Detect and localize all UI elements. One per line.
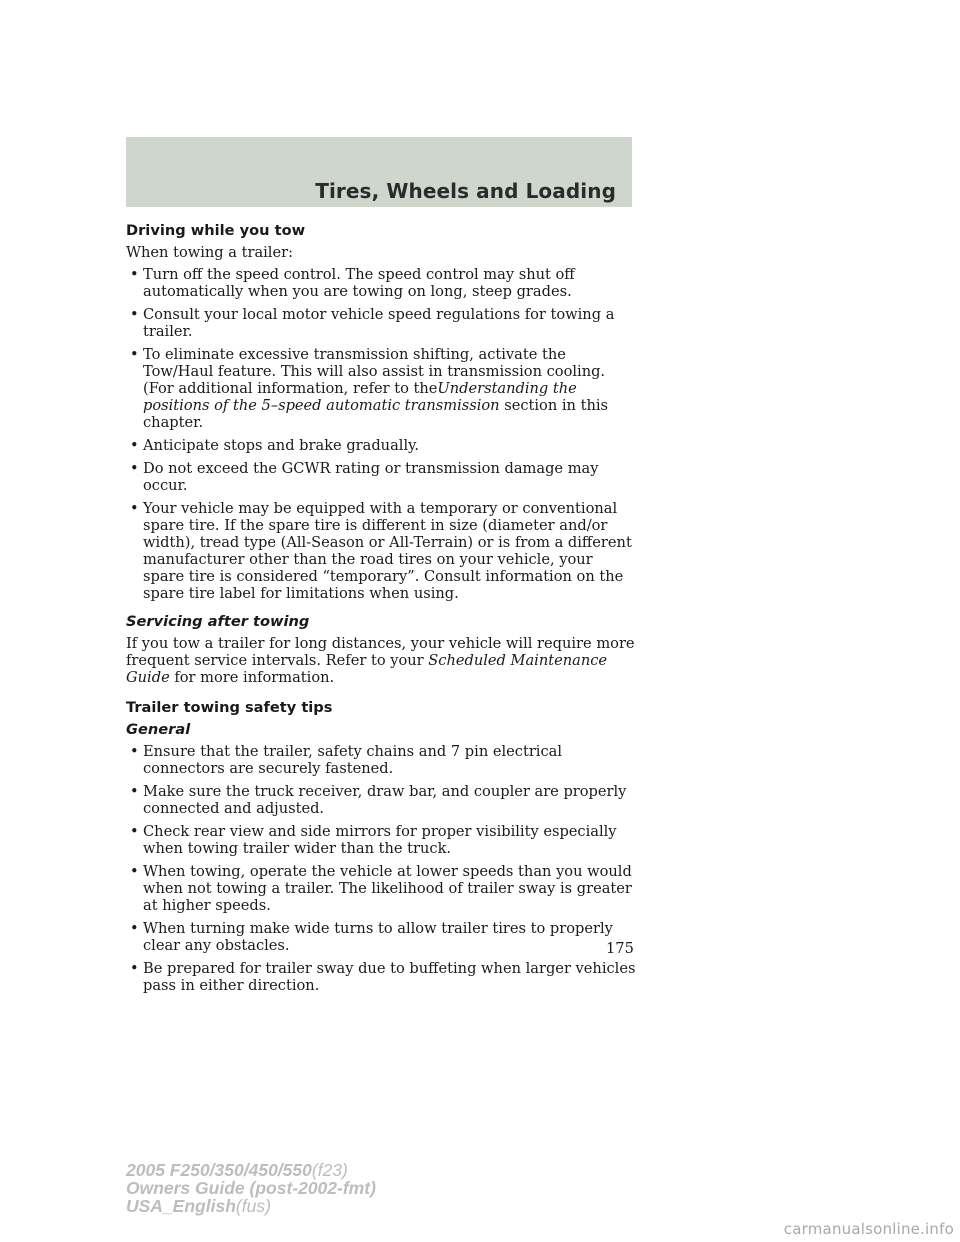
footer-line-language: USA_English(fus) — [126, 1196, 271, 1216]
servicing-paragraph: If you tow a trailer for long distances, your vehicle will require more frequent service intervals. Refer to your Scheduled Maintenance Guide for more information. — [126, 635, 635, 686]
footer-line-guide: Owners Guide (post-2002-fmt) — [126, 1178, 376, 1198]
section-title: Tires, Wheels and Loading — [315, 179, 616, 203]
safety-bullet-list — [126, 743, 636, 994]
bullet-icon: • — [130, 823, 139, 840]
list-item: • Turn off the speed control. The speed control may shut off automatically when you are towing on long, steep grades. — [130, 266, 575, 300]
bullet-icon: • — [130, 437, 139, 454]
footer-line-model: 2005 F250/350/450/550(f23) — [126, 1160, 348, 1180]
subheading-general: General — [126, 721, 191, 738]
heading-servicing-after-towing: Servicing after towing — [126, 613, 310, 630]
list-item: • When towing, operate the vehicle at lower speeds than you would when not towing a trailer. The likelihood of trailer sway is greater at higher speeds. — [130, 863, 632, 914]
list-item: • Make sure the truck receiver, draw bar, and coupler are properly connected and adjusted. — [130, 783, 627, 817]
bullet-icon: • — [130, 783, 139, 800]
driving-intro: When towing a trailer: — [126, 244, 294, 261]
driving-bullet-list — [126, 266, 636, 602]
heading-trailer-towing-safety-tips: Trailer towing safety tips — [126, 699, 333, 716]
cross-reference: Scheduled Maintenance Guide — [126, 652, 608, 686]
list-item: • Do not exceed the GCWR rating or transmission damage may occur. — [130, 460, 599, 494]
list-item: • To eliminate excessive transmission shifting, activate the Tow/Haul feature. This will also assist in transmission cooling. (For additional information, refer to theUnderstanding the positions of the 5–speed automatic transmission section in this chapter. — [130, 346, 608, 431]
section-header-band — [126, 137, 632, 207]
cross-reference: Understanding the positions of the 5–speed automatic transmission — [143, 380, 577, 414]
bullet-icon: • — [130, 863, 139, 880]
list-item: • Consult your local motor vehicle speed regulations for towing a trailer. — [130, 306, 615, 340]
list-item: • Your vehicle may be equipped with a temporary or conventional spare tire. If the spare tire is different in size (diameter and/or width), tread type (All-Season or All-Terrain) or is from a different manufacturer other than the road tires on your vehicle, your spare tire is considered “temporary”. Consult information on the spare tire label for limitations when using. — [130, 500, 632, 602]
page-content — [126, 222, 636, 1000]
bullet-icon: • — [130, 920, 139, 937]
bullet-icon: • — [130, 460, 139, 477]
bullet-icon: • — [130, 266, 139, 283]
bullet-icon: • — [130, 346, 139, 363]
list-item: • Anticipate stops and brake gradually. — [130, 437, 420, 454]
list-item: • When turning make wide turns to allow trailer tires to properly clear any obstacles. — [130, 920, 613, 954]
list-item: • Check rear view and side mirrors for proper visibility especially when towing trailer wider than the truck. — [130, 823, 617, 857]
document-footer — [126, 1161, 376, 1215]
bullet-icon: • — [130, 306, 139, 323]
watermark-text: carmanualsonline.info — [783, 1220, 954, 1238]
bullet-icon: • — [130, 500, 139, 517]
heading-driving-while-you-tow: Driving while you tow — [126, 222, 306, 239]
bullet-icon: • — [130, 743, 139, 760]
page-number: 175 — [606, 940, 634, 957]
bullet-icon: • — [130, 960, 139, 977]
list-item: • Be prepared for trailer sway due to buffeting when larger vehicles pass in either direction. — [130, 960, 636, 994]
list-item: • Ensure that the trailer, safety chains and 7 pin electrical connectors are securely fastened. — [130, 743, 563, 777]
